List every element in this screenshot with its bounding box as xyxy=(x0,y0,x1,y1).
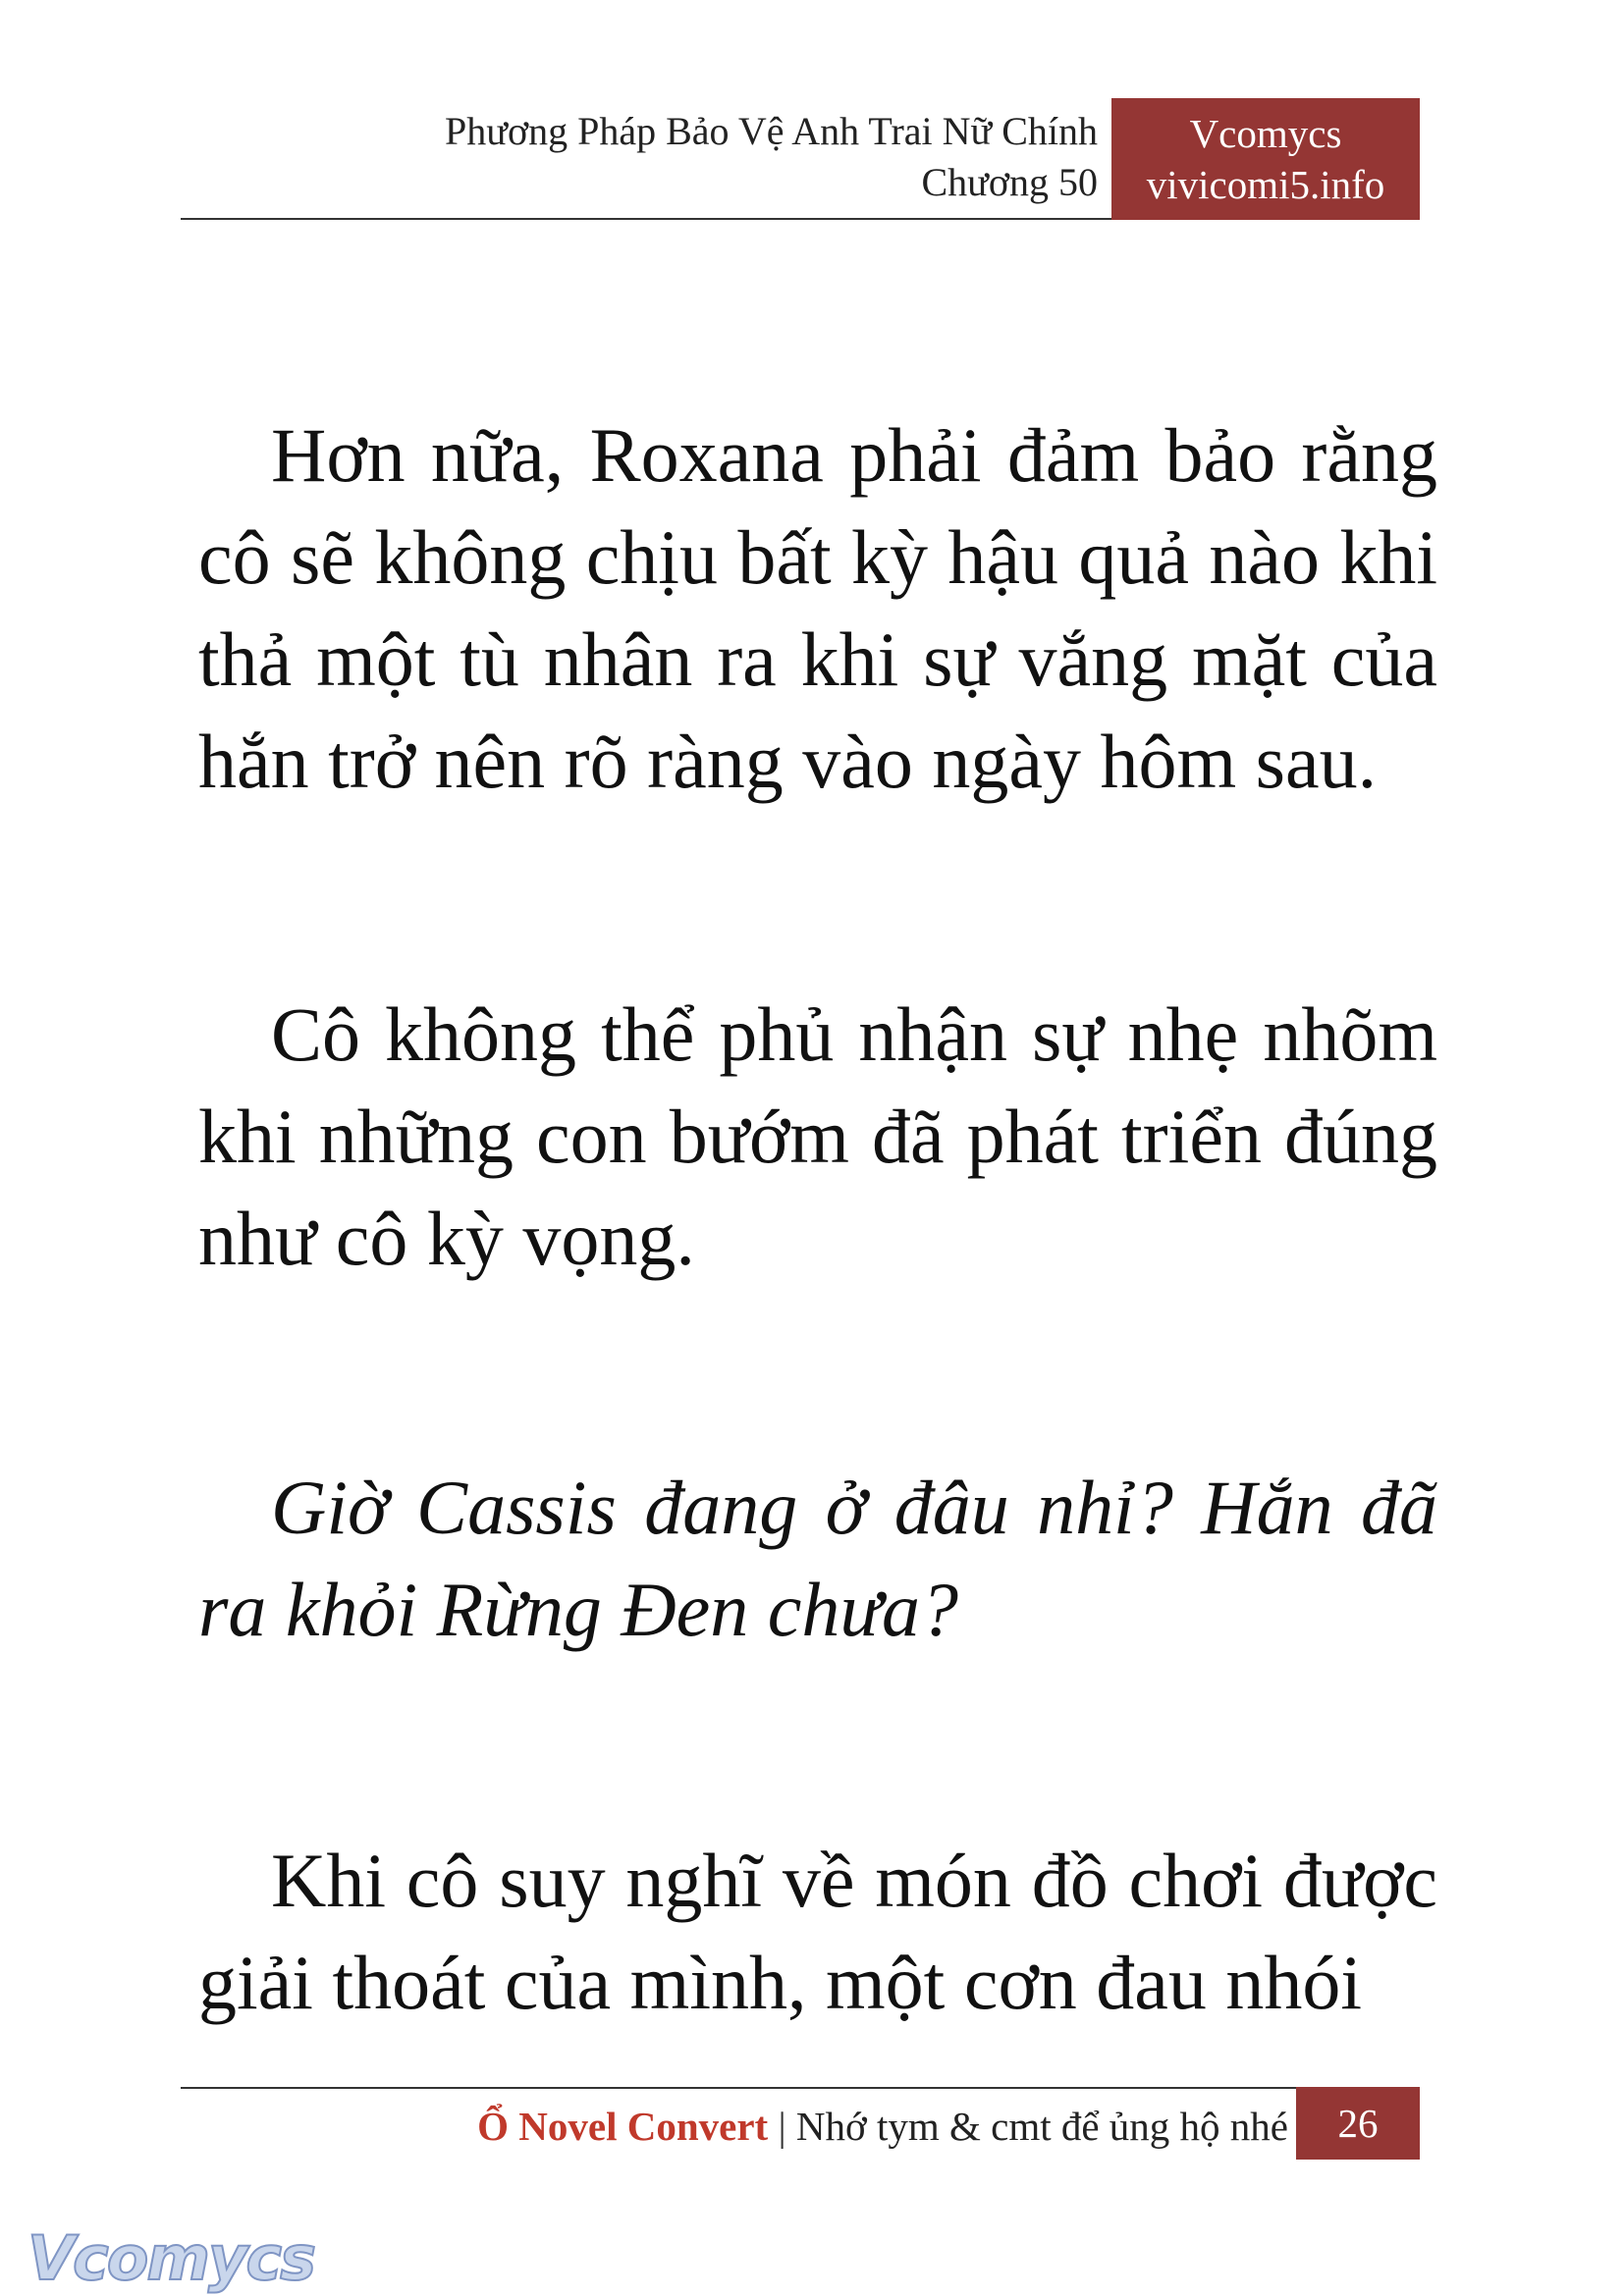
footer-brand: Ổ Novel Convert xyxy=(477,2104,769,2149)
footer-message: Nhớ tym & cmt để ủng hộ nhé xyxy=(795,2104,1288,2149)
page-content xyxy=(198,404,1437,2034)
page-number: 26 xyxy=(1296,2087,1420,2160)
page-footer xyxy=(181,2087,1420,2160)
site-badge xyxy=(1111,98,1420,220)
book-title: Phương Pháp Bảo Vệ Anh Trai Nữ Chính xyxy=(445,109,1098,153)
watermark-logo: Vcomycs xyxy=(27,2222,315,2294)
paragraph-1: Hơn nữa, Roxana phải đảm bảo rằng cô sẽ không chịu bất kỳ hậu quả nào khi thả một tù nhân ra khi sự vắng mặt của hắn trở nên rõ ràng vào ngày hôm sau. xyxy=(198,412,1437,804)
paragraph-4: Khi cô suy nghĩ về món đồ chơi được giải thoát của mình, một cơn đau nhói xyxy=(198,1838,1437,2025)
site-url: vivicomi5.info xyxy=(1146,162,1385,207)
footer-separator: | xyxy=(778,2104,786,2149)
paragraph-2: Cô không thể phủ nhận sự nhẹ nhõm khi những con bướm đã phát triển đúng như cô kỳ vọng. xyxy=(198,991,1437,1281)
paragraph-3-thought: Giờ Cassis đang ở đâu nhỉ? Hắn đã ra khỏi Rừng Đen chưa? xyxy=(198,1465,1437,1652)
header-titles xyxy=(445,106,1098,208)
chapter-label: Chương 50 xyxy=(921,160,1098,204)
page-header xyxy=(181,98,1420,220)
footer-divider xyxy=(181,2087,1300,2089)
site-name: Vcomycs xyxy=(1189,111,1342,156)
footer-text xyxy=(477,2099,1288,2154)
header-divider xyxy=(181,218,1111,220)
